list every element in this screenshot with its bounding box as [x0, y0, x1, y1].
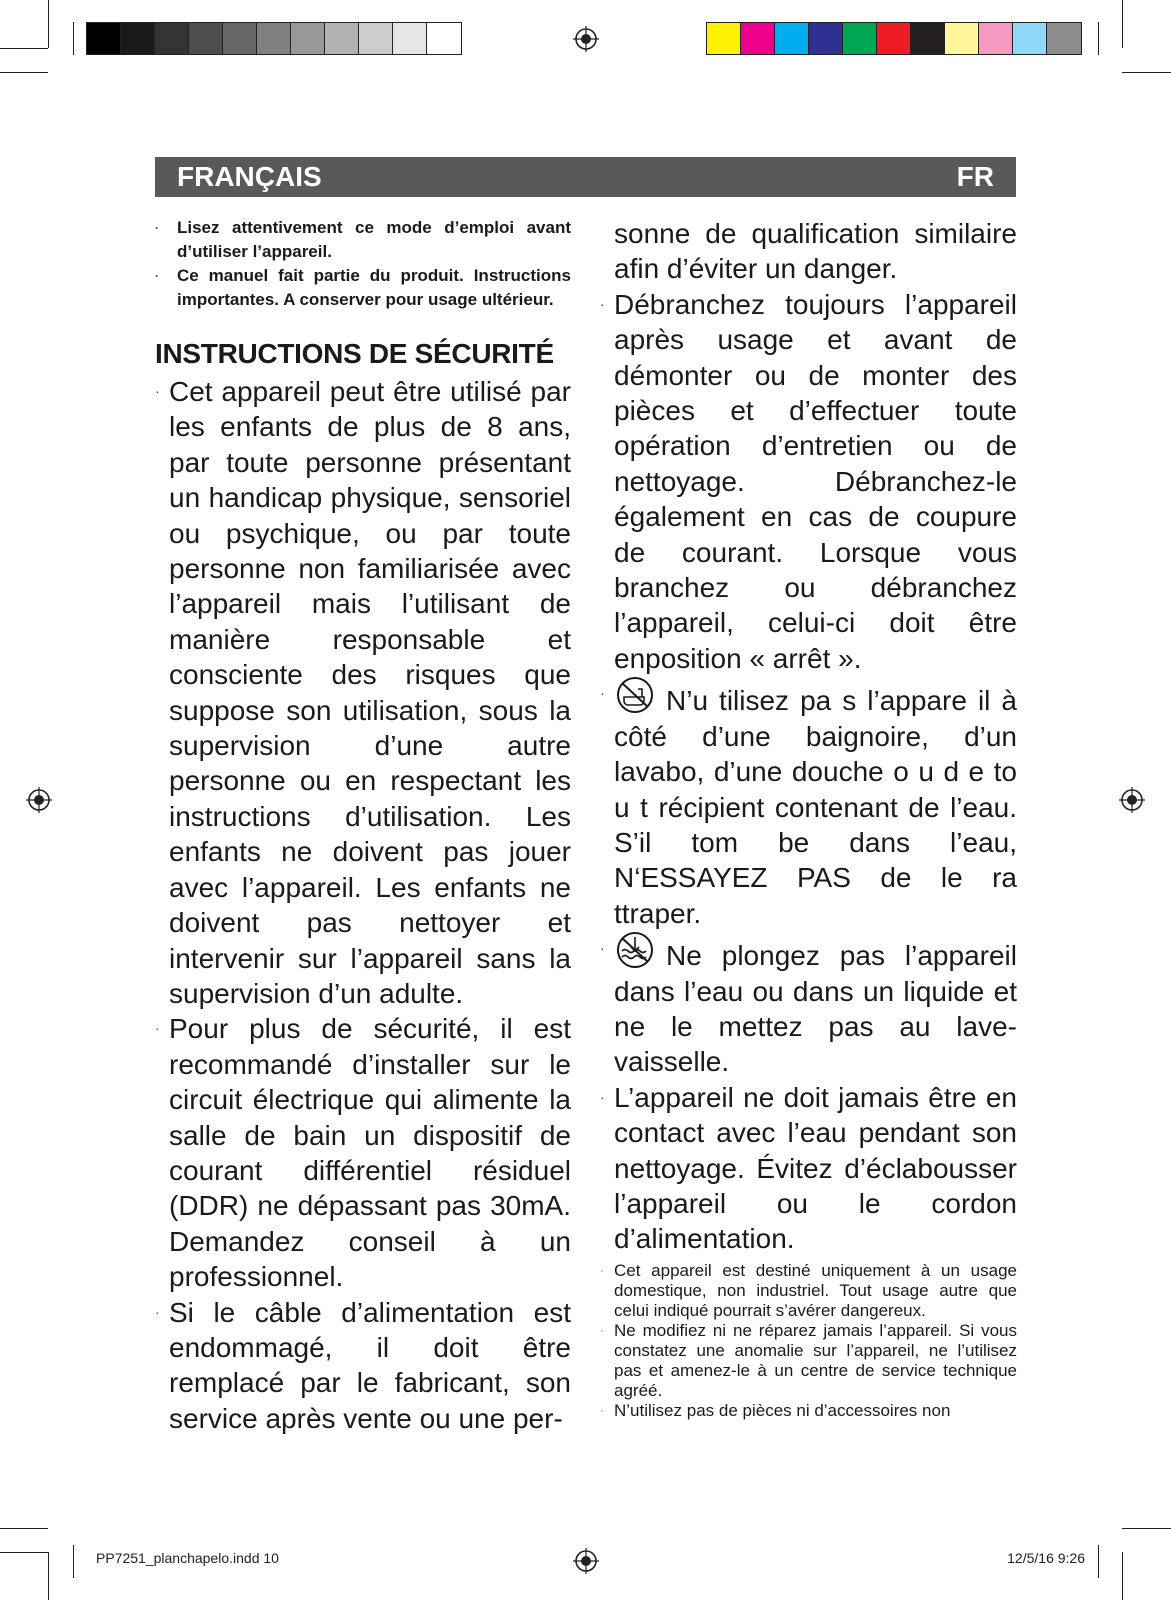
intro-item: · Ce manuel fait partie du produit. Instructions importantes. A conserver pour usage ultérieur. [155, 266, 571, 309]
no-immersion-icon [614, 931, 656, 969]
footer-date: 12/5/16 9:26 [1007, 1550, 1085, 1566]
calibration-swatch [257, 23, 291, 54]
registration-mark-icon [573, 26, 599, 52]
crop-mark [0, 1552, 48, 1553]
bullet: · [600, 295, 605, 312]
intro-list [155, 216, 571, 312]
safety-item-continuation: sonne de qualification similaire afin d’éviter un danger. [614, 218, 1017, 285]
bullet: · [600, 685, 605, 702]
crop-mark [1122, 1528, 1171, 1529]
crop-mark [1098, 1545, 1099, 1578]
language-header [155, 157, 1016, 197]
calibration-swatch [291, 23, 325, 54]
bullet: · [155, 383, 160, 399]
calibration-swatch [359, 23, 393, 54]
safety-item: · L’appareil ne doit jamais être en contact avec l’eau pendant son nettoyage. Évitez d’éclabousser l’appareil ou le cordon d’alimentation. [600, 1081, 1017, 1255]
safety-item: · Cet appareil peut être utilisé par les enfants de plus de 8 ans, par toute personne présentant un handicap physique, sensoriel ou psychique, ou par toute personne non familiarisée avec l’appareil mais l’utilisant de manière responsable et consciente des risques que suppose son utilisation, sous la supervision d’une autre personne ou en respectant les instructions d’utilisation. Les enfants ne doivent pas jouer avec l’appareil. Les enfants ne doivent pas nettoyer et intervenir sur l’appareil sans la supervision d’un adulte. [155, 376, 571, 1009]
grayscale-calibration-bar [86, 22, 462, 55]
calibration-swatch [1047, 23, 1081, 54]
crop-mark [48, 0, 49, 48]
calibration-swatch [189, 23, 223, 54]
calibration-swatch [427, 23, 461, 54]
calibration-swatch [877, 23, 911, 54]
right-column [600, 216, 1017, 1421]
calibration-swatch [775, 23, 809, 54]
calibration-swatch [707, 23, 741, 54]
bullet: · [600, 1404, 604, 1417]
safety-item: · Pour plus de sécurité, il est recommandé d’installer sur le circuit électrique qui alimente la salle de bain un dispositif de courant différentiel résiduel (DDR) ne dépassant pas 30mA. Demandez conseil à un professionnel. [155, 1013, 571, 1293]
footer-file-name: PP7251_planchapelo.indd 10 [96, 1550, 279, 1566]
crop-mark [48, 1552, 49, 1600]
calibration-swatch [223, 23, 257, 54]
crop-mark [0, 48, 48, 49]
usage-note: · Ne modifiez ni ne réparez jamais l’appareil. Si vous constatez une anomalie sur l’appareil, ne l’utilisez pas et amenez-le à un centre de service technique agréé. [600, 1320, 1017, 1400]
calibration-swatch [741, 23, 775, 54]
safety-item: · N’u tilisez pa s l’appare il à côté d’une baignoire, d’un lavabo, d’une douche o u d e to u t récipient contenant de l’eau. S’il tom be dans l’eau, N‘ESSAYEZ PAS de le ra ttraper. [600, 676, 1017, 931]
registration-mark-icon [26, 787, 52, 813]
usage-note: · Cet appareil est destiné uniquement à un usage domestique, non industriel. Tout usage autre que celui indiqué pourrait s’avérer dangereux. [600, 1260, 1017, 1320]
safety-list-right [600, 216, 1017, 1257]
calibration-swatch [979, 23, 1013, 54]
safety-item: · Débranchez toujours l’appareil après usage et avant de démonter ou de monter des pièces et d’effectuer toute opération d’entretien ou de nettoyage. Débranchez-le également en cas de coupure de courant. Lorsque vous branchez ou débranchez l’appareil, celui-ci doit être enposition « arrêt ». [600, 288, 1017, 674]
crop-mark [1122, 72, 1171, 73]
crop-mark [73, 1545, 74, 1578]
crop-mark [1122, 0, 1123, 48]
bullet: · [600, 940, 605, 957]
calibration-swatch [393, 23, 427, 54]
crop-mark [0, 72, 48, 73]
calibration-swatch [155, 23, 189, 54]
usage-notes-list [600, 1261, 1017, 1421]
color-calibration-bar [706, 22, 1082, 55]
calibration-swatch [945, 23, 979, 54]
no-bathtub-icon [614, 676, 656, 714]
crop-mark [1122, 1552, 1123, 1600]
safety-list-left [155, 374, 571, 1436]
calibration-swatch [121, 23, 155, 54]
left-column [155, 216, 571, 1436]
usage-note: · N’utilisez pas de pièces ni d’accessoires non [600, 1400, 951, 1420]
bullet: · [600, 1264, 604, 1277]
language-title: FRANÇAIS [177, 161, 322, 192]
bullet: · [155, 269, 159, 283]
crop-mark [1098, 22, 1099, 55]
calibration-swatch [325, 23, 359, 54]
bullet: · [155, 1303, 160, 1320]
calibration-swatch [809, 23, 843, 54]
crop-mark [73, 22, 74, 55]
bullet: · [600, 1088, 605, 1105]
calibration-swatch [1013, 23, 1047, 54]
section-title: INSTRUCTIONS DE SÉCURITÉ [155, 338, 554, 369]
safety-item: · Si le câble d’alimentation est endommagé, il doit être remplacé par le fabricant, son service après vente ou une per- [155, 1296, 571, 1434]
intro-item: · Lisez attentivement ce mode d’emploi avant d’utiliser l’appareil. [155, 218, 571, 261]
registration-mark-icon [573, 1548, 599, 1574]
bullet: · [600, 1324, 604, 1337]
crop-mark [0, 1528, 48, 1529]
calibration-swatch [87, 23, 121, 54]
calibration-swatch [911, 23, 945, 54]
safety-item: · Ne plongez pas l’appareil dans l’eau ou dans un liquide et ne le mettez pas au lave-vaisselle. [600, 931, 1017, 1080]
bullet: · [155, 1020, 160, 1037]
calibration-swatch [843, 23, 877, 54]
language-code: FR [956, 161, 994, 192]
registration-mark-icon [1119, 787, 1145, 813]
bullet: · [155, 221, 159, 235]
